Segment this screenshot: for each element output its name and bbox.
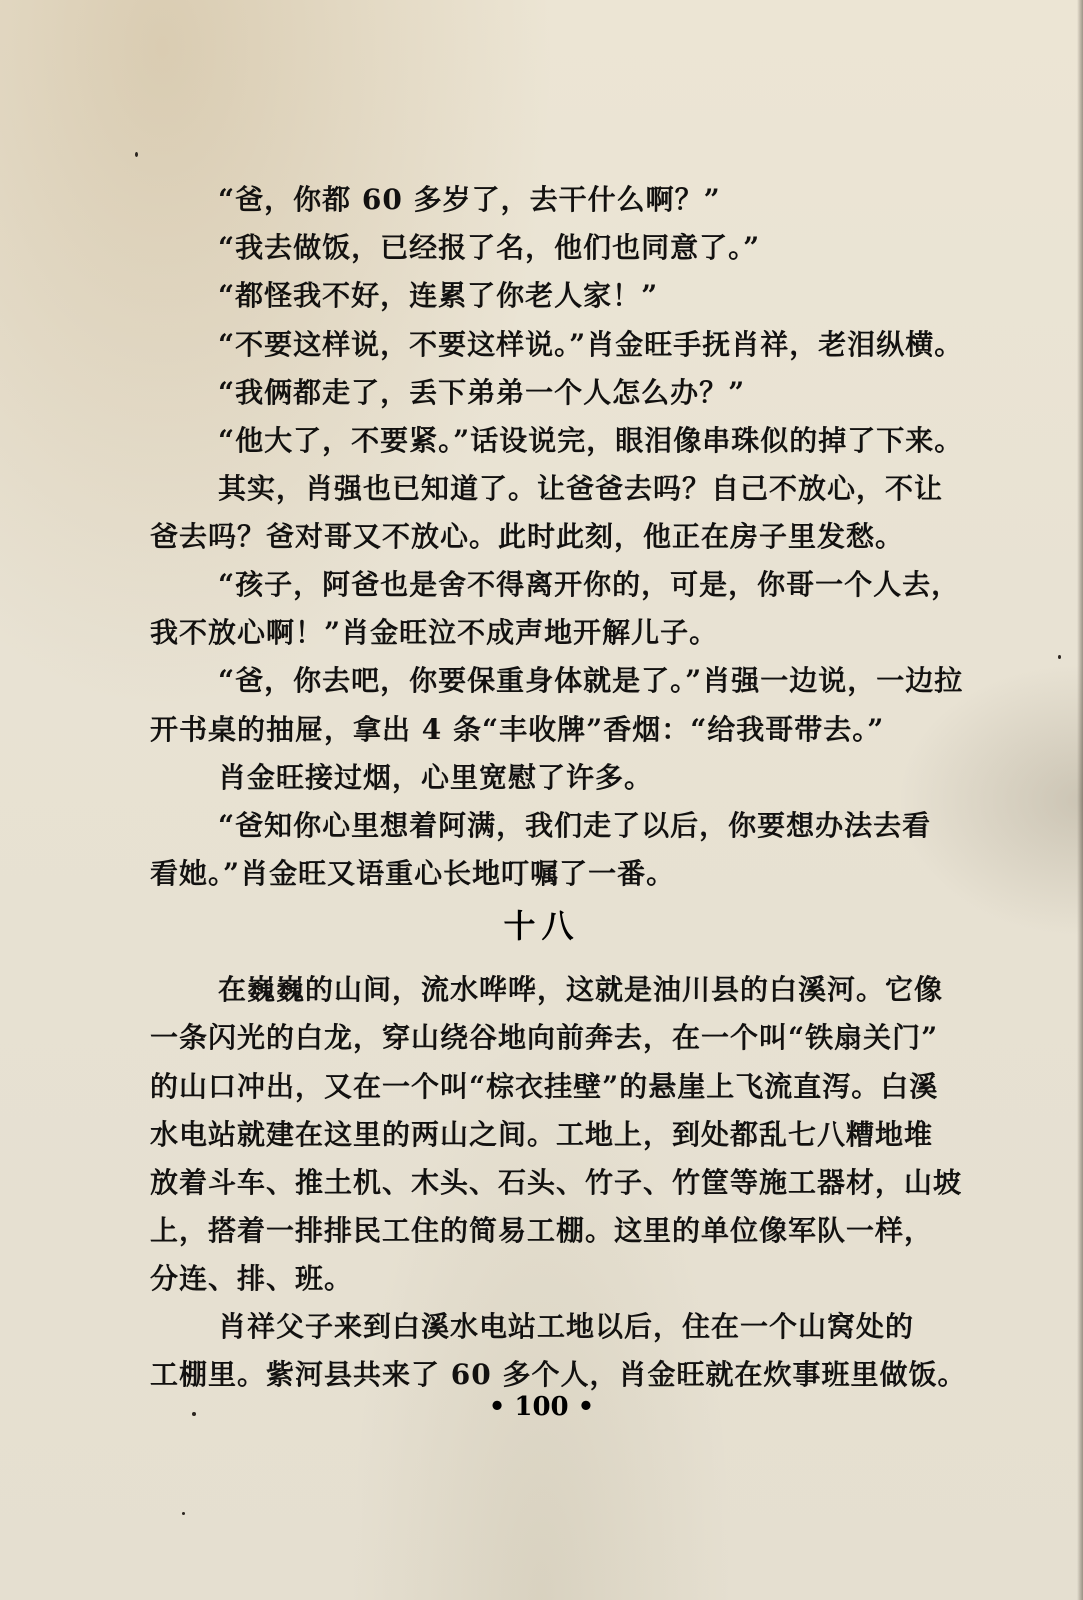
text-line: 肖金旺接过烟，心里宽慰了许多。: [218, 761, 654, 794]
text-line: 工棚里。紫河县共来了 60 多个人，肖金旺就在炊事班里做饭。: [150, 1358, 967, 1391]
text-line: 看她。”肖金旺又语重心长地叮嘱了一番。: [150, 857, 676, 890]
paper-speck: [1058, 655, 1061, 659]
text-line: 放着斗车、推土机、木头、石头、竹子、竹筐等施工器材，山坡: [150, 1166, 963, 1199]
text-line: “爸，你去吧，你要保重身体就是了。”肖强一边说，一边拉: [218, 664, 964, 697]
text-line: “我俩都走了，丢下弟弟一个人怎么办？”: [218, 376, 746, 409]
paper-speck: [192, 1412, 196, 1416]
text-line: 水电站就建在这里的两山之间。工地上，到处都乱七八糟地堆: [150, 1118, 934, 1151]
chapter-title: 十八: [503, 907, 580, 945]
text-line: 在巍巍的山间，流水哗哗，这就是油川县的白溪河。它像: [218, 973, 944, 1006]
text-line: 一条闪光的白龙，穿山绕谷地向前奔去，在一个叫“铁扇关门”: [150, 1021, 939, 1054]
paper-speck: [135, 152, 138, 157]
text-line: “我去做饭，已经报了名，他们也同意了。”: [218, 231, 761, 264]
text-line: “爸，你都 60 多岁了，去干什么啊？”: [218, 183, 721, 216]
text-line: “不要这样说，不要这样说。”肖金旺手抚肖祥，老泪纵横。: [218, 328, 964, 361]
text-line: 我不放心啊！”肖金旺泣不成声地开解儿子。: [150, 616, 719, 649]
text-line: 爸去吗？爸对哥又不放心。此时此刻，他正在房子里发愁。: [150, 520, 905, 553]
text-line: 分连、排、班。: [150, 1262, 354, 1295]
text-line: 肖祥父子来到白溪水电站工地以后，住在一个山窝处的: [218, 1310, 915, 1343]
paper-speck: [182, 1512, 185, 1515]
text-line: 开书桌的抽屉，拿出 4 条“丰收牌”香烟：“给我哥带去。”: [150, 713, 885, 746]
text-line: “孩子，阿爸也是舍不得离开你的，可是，你哥一个人去，: [218, 568, 961, 601]
text-line: 其实，肖强也已知道了。让爸爸去吗？自己不放心，不让: [218, 472, 944, 505]
text-line: “爸知你心里想着阿满，我们走了以后，你要想办法去看: [218, 809, 932, 842]
text-line: 上，搭着一排排民工住的简易工棚。这里的单位像军队一样，: [150, 1214, 934, 1247]
text-line: 的山口冲出，又在一个叫“棕衣挂壁”的悬崖上飞流直泻。白溪: [150, 1070, 939, 1103]
page-number: • 100 •: [488, 1392, 595, 1422]
text-line: “都怪我不好，连累了你老人家！”: [218, 279, 659, 312]
text-line: “他大了，不要紧。”话设说完，眼泪像串珠似的掉了下来。: [218, 424, 964, 457]
